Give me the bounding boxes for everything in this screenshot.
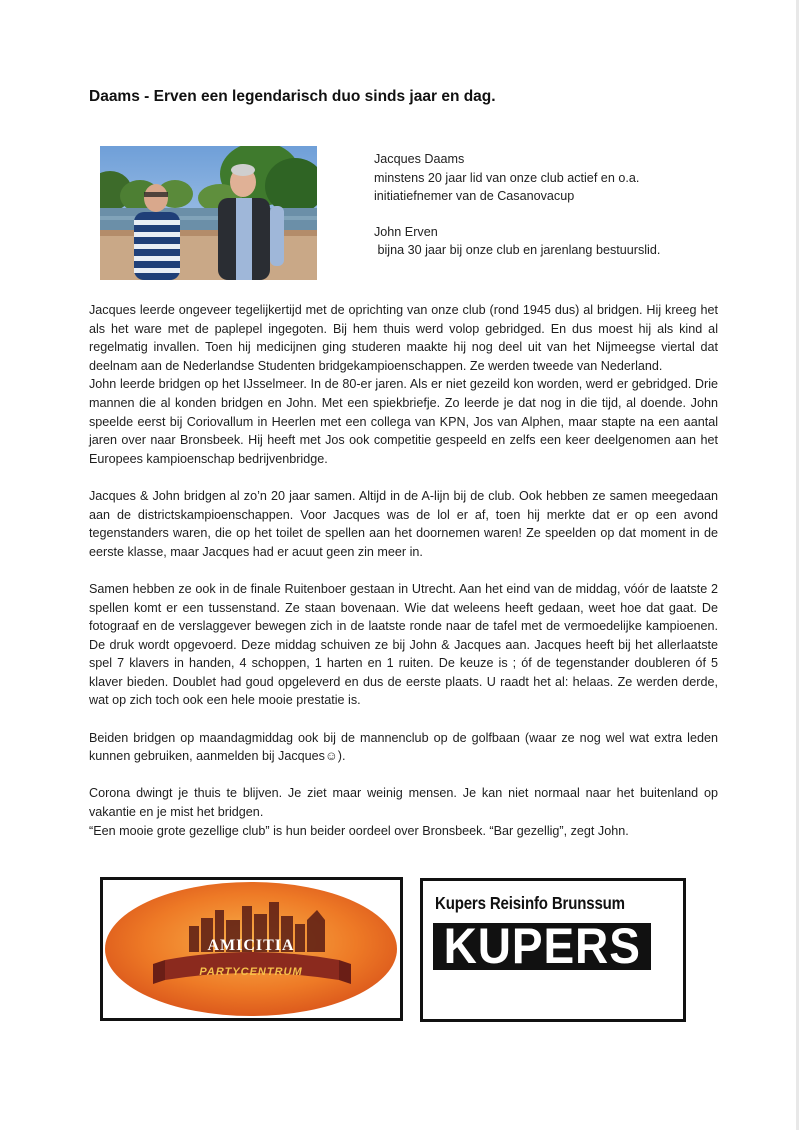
person1-name: Jacques Daams xyxy=(374,152,465,166)
person1-line1: minstens 20 jaar lid van onze club actief en o.a. xyxy=(374,170,640,185)
kupers-heading: Kupers Reisinfo Brunssum xyxy=(435,893,625,913)
kupers-logo-text: KUPERS xyxy=(443,923,641,970)
amicitia-logo-main: AMICITIA xyxy=(207,937,295,954)
paragraph-2: Jacques & John bridgen al zo’n 20 jaar samen. Altijd in de A-lijn bij de club. Ook hebben ze samen meegedaan aan de districtskampioenschappen. Voor Jacques was de lol er af, toen hij merkte dat er op een avond tegenstanders waren, die op het toilet de spellen aan het doornemen waren! Ze speelden op dat moment in de eerste klasse, maar Jacques had er acuut geen zin meer in. xyxy=(89,488,718,559)
paragraph-5a: Corona dwingt je thuis te blijven. Je ziet maar weinig mensen. Je kan niet normaal naar het buitenland op vakantie en je mist het bridgen. xyxy=(89,786,718,820)
article-body xyxy=(89,301,718,840)
paragraph-5b: “Een mooie grote gezellige club” is hun beider oordeel over Bronsbeek. “Bar gezellig”, zegt John. xyxy=(89,823,629,838)
paragraph-3: Samen hebben ze ook in de finale Ruitenboer gestaan in Utrecht. Aan het eind van de middag, vóór de laatste 2 spellen komt er een tussenstand. Ze staan bovenaan. Wie dat weleens heeft gedaan, weet hoe dat gaat. De fotograaf en de verslaggever bewegen zich in de laatste ronde naar de tafel met de vermoedelijke kampioenen. De druk wordt opgevoerd. Deze middag schuiven ze bij John & Jacques aan. Jacques heeft bij het allerlaatste spel 7 klavers in handen, 4 schoppen, 1 harten en 1 ruiten. De keuze is ; óf de tegenstander doubleren óf 5 klaver bieden. Doublet had goud opgeleverd en dus de eerste plaats. U raadt het al: helaas. Ze werden derde, wat op zich toch ook een hele mooie prestatie is. xyxy=(89,581,718,708)
person2-name: John Erven xyxy=(374,224,438,239)
amicitia-advertisement xyxy=(100,877,403,1021)
article-title: Daams - Erven een legendarisch duo sinds jaar en dag. xyxy=(89,88,496,105)
kupers-advertisement xyxy=(420,878,686,1022)
person2-line1: bijna 30 jaar bij onze club en jarenlang bestuurslid. xyxy=(374,243,661,257)
paragraph-1a: Jacques leerde ongeveer tegelijkertijd met de oprichting van onze club (rond 1945 dus) al bridgen. Hij kreeg het als het ware met de paplepel ingegoten. Bij hem thuis werd volop gebridged. En dus moest hij als kind al regelmatig invallen. Toen hij medicijnen ging studeren maakte hij nog deel uit van het Nijmeegse viertal dat deelnam aan de Nederlandse Studenten bridgekampioenschappen. Ze werden tweede van Nederland. xyxy=(89,303,718,373)
paragraph-1b: John leerde bridgen op het IJsselmeer. In de 80-er jaren. Als er niet gezeild kon worden, werd er gebridged. Drie mannen die al konden bridgen en John. Met een spiekbriefje. Zo leerde je dat nog in die tijd, al doende. John speelde eerst bij Coriovallum in Heerlen met een collega van KPN, Jos van Alphen, maar stapte na een aantal jaren over naar Bronsbeek. Hij heeft met Jos ook competitie gespeeld en zelfs een keer deelgenomen aan het Europees kampioenschap bedrijvenbridge. xyxy=(89,377,718,466)
duo-photo-illustration xyxy=(100,146,317,280)
intro-block xyxy=(374,150,754,260)
kupers-logo xyxy=(433,923,651,970)
amicitia-logo xyxy=(103,880,400,1018)
person1-line2: initiatiefnemer van de Casanovacup xyxy=(374,189,575,203)
paragraph-4: Beiden bridgen op maandagmiddag ook bij de mannenclub op de golfbaan (waar ze nog wel wat extra leden kunnen gebruiken, aanmelden bij Jacques☺). xyxy=(89,730,718,764)
amicitia-logo-sub: PARTYCENTRUM xyxy=(199,966,303,978)
duo-photo xyxy=(100,146,317,280)
